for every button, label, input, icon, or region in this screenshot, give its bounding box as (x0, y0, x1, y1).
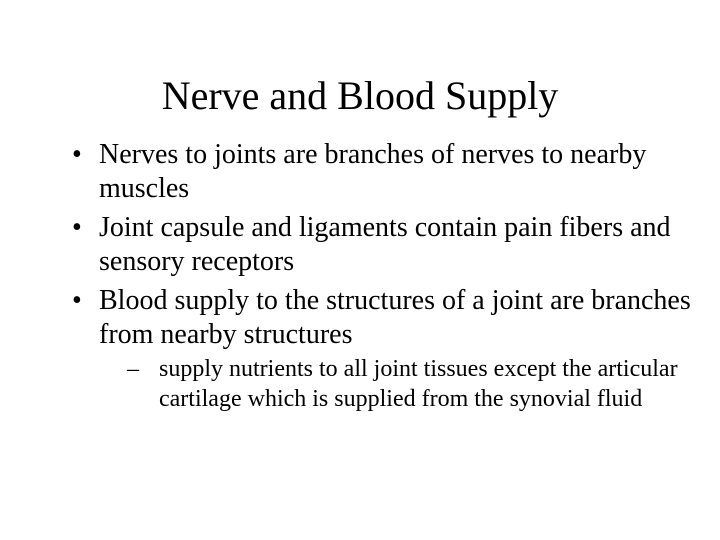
sub-bullet-list (99, 354, 692, 414)
sub-bullet-marker: – (127, 356, 139, 382)
bullet-text: Joint capsule and ligaments contain pain fibers and sensory receptors (99, 212, 671, 277)
bullet-marker: • (72, 285, 82, 316)
sub-bullet-text: supply nutrients to all joint tissues except the articular cartilage which is supplied from the synovial fluid (159, 356, 678, 412)
bullet-text: Nerves to joints are branches of nerves to nearby muscles (99, 139, 647, 204)
bullet-item (72, 211, 692, 279)
bullet-item (72, 138, 692, 206)
bullet-item (72, 284, 692, 414)
slide-title: Nerve and Blood Supply (161, 73, 559, 118)
bullet-list (72, 138, 692, 419)
bullet-text: Blood supply to the structures of a joint are branches from nearby structures (99, 285, 691, 350)
bullet-marker: • (72, 212, 82, 243)
bullet-marker: • (72, 139, 82, 170)
sub-bullet-item (127, 354, 679, 414)
